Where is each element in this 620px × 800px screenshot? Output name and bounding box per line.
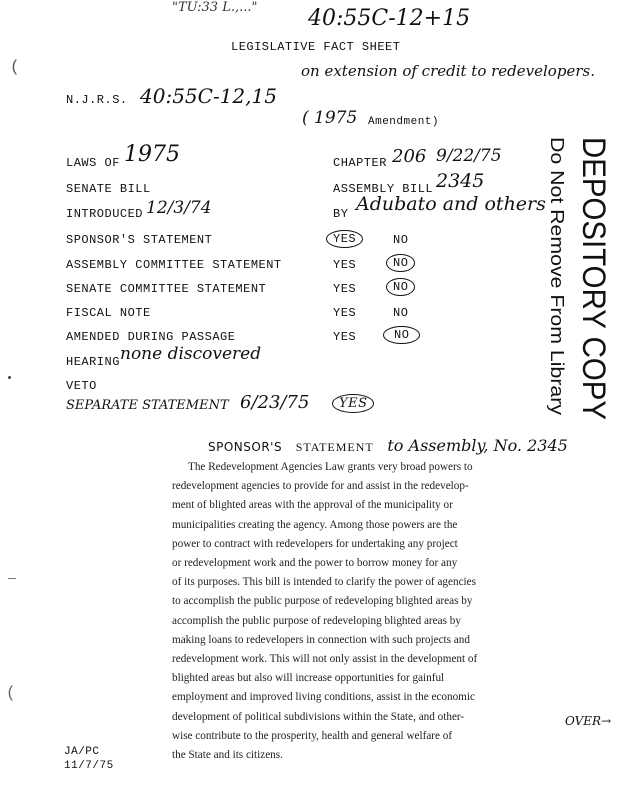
introduced-label: INTRODUCED <box>66 207 144 221</box>
margin-mark: ( <box>10 58 20 76</box>
separate-statement-label: SEPARATE STATEMENT <box>66 398 229 413</box>
statement-line: redevelopment agencies to provide for and assist in the redevelop- <box>172 480 469 493</box>
statement-line: development of political subdivisions within the State, and other- <box>172 710 465 723</box>
statement-line: power to contract with redevelopers for undertaking any project <box>172 537 458 550</box>
assembly-bill-value: 2345 <box>436 170 485 192</box>
footer-initials: JA/PC <box>64 746 100 758</box>
assembly-bill-label: ASSEMBLY BILL <box>333 182 434 196</box>
page-title: LEGISLATIVE FACT SHEET <box>231 40 401 54</box>
statement-line: making loans to redevelopers in connection with such projects and <box>172 633 470 646</box>
row-no: NO <box>393 233 409 247</box>
veto-label: VETO <box>66 379 97 393</box>
row-yes: YES <box>333 330 357 344</box>
hearing-value: none discovered <box>120 344 262 364</box>
subject-line: on extension of credit to redevelopers. <box>301 62 595 80</box>
separate-statement-date: 6/23/75 <box>240 392 310 413</box>
file-number: 40:55C-12+15 <box>308 6 471 31</box>
amendment-year: ( 1975 <box>302 108 358 128</box>
statement-line: accomplish the public purpose of redeveloping blighted areas by <box>172 614 461 627</box>
chapter-label: CHAPTER <box>333 156 387 170</box>
laws-label: LAWS OF <box>66 156 120 170</box>
statement-line: blighted areas but also will increase opportunities for gainful <box>172 672 445 685</box>
margin-mark: ( <box>6 684 16 702</box>
row-no: NO <box>393 306 409 320</box>
scan-speck <box>8 578 16 579</box>
row-label: SPONSOR'S STATEMENT <box>66 233 213 247</box>
depository-stamp <box>525 135 615 425</box>
by-value: Adubato and others <box>356 193 546 215</box>
row-yes: YES <box>333 282 357 296</box>
row-no: NO <box>386 254 415 272</box>
row-no: NO <box>383 326 420 344</box>
top-scrawl: "TU:33 L.,..." <box>172 0 258 15</box>
statement-body <box>172 458 517 765</box>
laws-value: 1975 <box>124 142 180 167</box>
statement-line: employment and improved living conditions, assist in the economic <box>172 691 475 704</box>
statement-line: wise contribute to the prosperity, health and general welfare of <box>172 729 453 742</box>
row-yes: YES <box>333 258 357 272</box>
by-label: BY <box>333 207 349 221</box>
statement-line: ment of blighted areas with the approval of the municipality or <box>172 499 453 512</box>
statement-line: The Redevelopment Agencies Law grants very broad powers to <box>188 461 473 473</box>
footer-date: 11/7/75 <box>64 760 114 772</box>
stamp-line-2: Do Not Remove From Library <box>547 137 567 373</box>
row-no: NO <box>386 278 415 296</box>
statement-line: to accomplish the public purpose of redeveloping blighted areas by <box>172 595 473 608</box>
separate-statement-yes: YES <box>332 394 374 413</box>
statement-heading: SPONSOR'S STATEMENT to Assembly, No. 2345 <box>208 436 568 455</box>
senate-bill-label: SENATE BILL <box>66 182 151 196</box>
statement-line: redevelopment work. This will not only assist in the development of <box>172 653 478 666</box>
njrs-label: N.J.R.S. <box>66 93 128 107</box>
row-label: FISCAL NOTE <box>66 306 151 320</box>
stamp-line-1: DEPOSITORY COPY <box>576 137 612 425</box>
njrs-value: 40:55C-12,15 <box>140 84 277 108</box>
row-label: ASSEMBLY COMMITTEE STATEMENT <box>66 258 282 272</box>
statement-line: of its purposes. This bill is intended to clarify the power of agencies <box>172 576 476 589</box>
hearing-label: HEARING <box>66 355 120 369</box>
row-yes: YES <box>333 230 363 248</box>
introduced-value: 12/3/74 <box>146 198 212 218</box>
statement-line: or redevelopment work and the power to borrow money for any <box>172 557 458 570</box>
row-yes: YES <box>333 306 357 320</box>
amendment-label: Amendment) <box>368 116 440 128</box>
row-label: AMENDED DURING PASSAGE <box>66 330 236 344</box>
over-label: OVER→ <box>565 714 612 728</box>
chapter-value: 206 <box>392 146 427 167</box>
chapter-date: 9/22/75 <box>436 146 502 166</box>
statement-line: the State and its citizens. <box>172 749 283 762</box>
scan-speck <box>8 376 11 379</box>
statement-line: municipalities creating the agency. Among those powers are the <box>172 518 458 531</box>
row-label: SENATE COMMITTEE STATEMENT <box>66 282 267 296</box>
